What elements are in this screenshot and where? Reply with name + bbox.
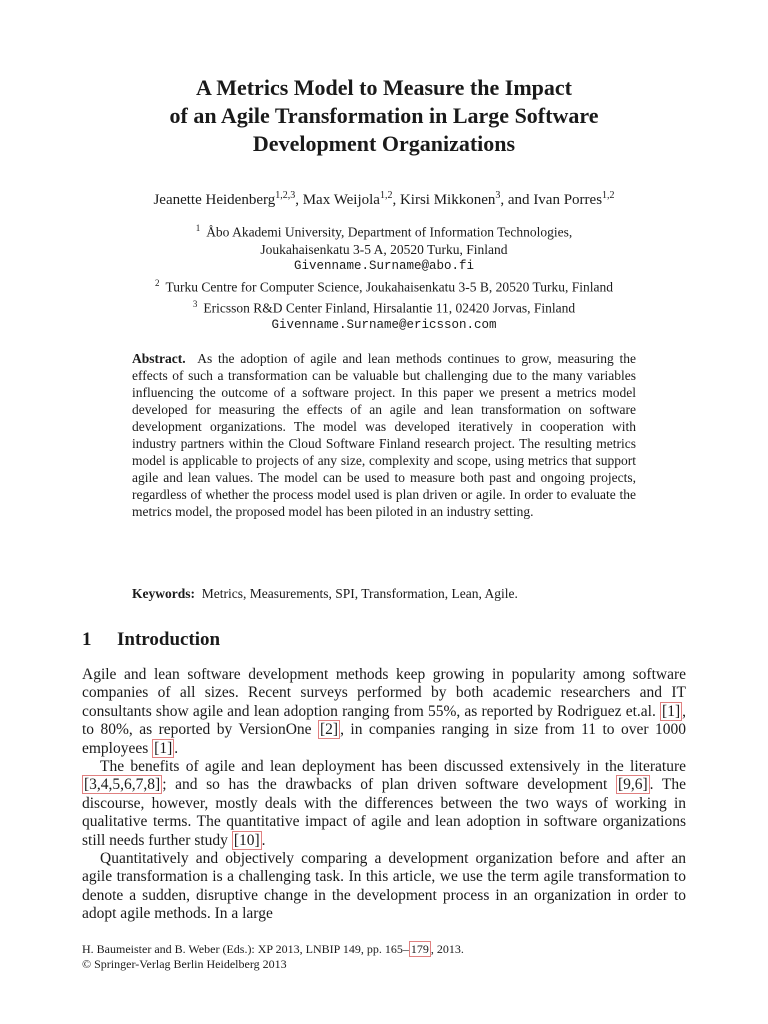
author-affiliation-mark: 1,2,3 xyxy=(275,190,296,201)
citation-link[interactable]: [9,6] xyxy=(617,776,648,794)
title-line-1: A Metrics Model to Measure the Impact xyxy=(196,75,572,100)
section-number: 1 xyxy=(82,629,92,650)
introduction-body xyxy=(82,666,686,924)
paper-title xyxy=(60,74,708,158)
affiliation-1 xyxy=(40,220,728,241)
text-run: Agile and lean software development methods keep growing in popularity among software companies of all sizes. Recent surveys performed by both academic researchers and IT consultants show agile and lean adoption ranging from 55%, as reported by Rodriguez et.al. xyxy=(82,666,686,720)
affiliation-mark: 3 xyxy=(192,298,198,309)
section-title: Introduction xyxy=(117,629,221,650)
copyright-notice: © Springer-Verlag Berlin Heidelberg 2013 xyxy=(82,957,287,971)
affiliation-text: Åbo Akademi University, Department of Information Technologies, xyxy=(206,224,573,240)
page-link[interactable]: 179 xyxy=(410,942,429,956)
citation-link[interactable]: [10] xyxy=(233,831,260,849)
affiliation-2 xyxy=(40,275,728,296)
keywords-label: Keywords: xyxy=(132,586,195,601)
text-run: . xyxy=(261,831,266,849)
affiliation-mark: 1 xyxy=(195,223,201,233)
affiliation-3 xyxy=(40,296,728,317)
author-affiliation-mark: 3 xyxy=(495,190,501,201)
affiliation-text: Ericsson R&D Center Finland, Hirsalantie 11, 02420 Jorvas, Finland xyxy=(203,300,576,316)
author-affiliation-mark: 1,2 xyxy=(379,190,393,201)
affiliation-mark: 2 xyxy=(154,278,160,289)
citation-link[interactable]: [1] xyxy=(154,739,173,757)
author-name: Jeanette Heidenberg xyxy=(153,192,276,208)
paragraph xyxy=(82,758,686,850)
text-run: . The discourse, however, mostly deals with the differences between the two ways of working in qualitative terms. The quantitative impact of agile and lean adoption in software organizations still needs further study xyxy=(82,776,686,849)
author-name: Ivan Porres xyxy=(533,192,603,208)
text-run: H. Baumeister and B. Weber (Eds.): XP 2013, LNBIP 149, pp. 165– xyxy=(82,942,409,956)
publication-info xyxy=(82,942,686,957)
title-line-2: of an Agile Transformation in Large Software xyxy=(169,103,599,128)
author-separator-and: , and xyxy=(500,192,534,208)
author-separator: , xyxy=(295,192,303,208)
abstract xyxy=(132,350,636,520)
author-name: Kirsi Mikkonen xyxy=(399,192,496,208)
affiliation-3-email[interactable]: Givenname.Surname@ericsson.com xyxy=(271,317,497,332)
author-separator: , xyxy=(392,192,400,208)
citation-link[interactable]: [3,4,5,6,7,8] xyxy=(84,776,161,794)
text-run: , to 80%, as reported by VersionOne xyxy=(82,702,686,739)
affiliations xyxy=(40,220,728,334)
keywords xyxy=(132,585,636,602)
abstract-label: Abstract. xyxy=(132,351,186,366)
affiliation-1-address: Joukahaisenkatu 3-5 A, 20520 Turku, Finland xyxy=(260,241,508,257)
title-line-3: Development Organizations xyxy=(252,131,516,156)
section-heading xyxy=(82,628,220,652)
author-name: Max Weijola xyxy=(302,192,380,208)
text-run: , in companies ranging in size from 11 to over 1000 employees xyxy=(82,721,686,757)
publication-footer xyxy=(82,942,686,972)
citation-link[interactable]: [2] xyxy=(320,721,339,739)
affiliation-text: Turku Centre for Computer Science, Joukahaisenkatu 3-5 B, 20520 Turku, Finland xyxy=(165,279,614,295)
text-run: , 2013. xyxy=(430,942,464,956)
abstract-text: As the adoption of agile and lean methods continues to grow, measuring the effects of such a transformation can be valuable but challenging due to the many variables influencing the outcome of a software project. In this paper we present a metrics model developed for measuring the effects of an agile and lean transformation on software development organizations. The model was developed iteratively in cooperation with industry partners within the Cloud Software Finland research project. The resulting metrics model is applicable to projects of any size, complexity and scope, using metrics that support agile and lean values. The model can be used to measure both past and ongoing projects, regardless of whether the process model used is plan driven or agile. In order to evaluate the metrics model, the proposed model has been piloted in an industry setting. xyxy=(132,351,637,519)
keywords-text: Metrics, Measurements, SPI, Transformation, Lean, Agile. xyxy=(201,586,518,601)
text-run: The benefits of agile and lean deployment has been discussed extensively in the literature xyxy=(100,758,686,776)
paragraph: Quantitatively and objectively comparing a development organization before and after an agile transformation is a challenging task. In this article, we use the term agile transformation to denote a sudden, disruptive change in the development process in an organization in order to adopt agile methods. In a large xyxy=(82,850,686,923)
affiliation-1-email[interactable]: Givenname.Surname@abo.fi xyxy=(293,258,475,273)
text-run: ; and so has the drawbacks of plan driven software development xyxy=(162,776,616,794)
text-run: . xyxy=(174,739,179,757)
paragraph xyxy=(82,666,686,758)
author-affiliation-mark: 1,2 xyxy=(602,190,615,201)
citation-link[interactable]: [1] xyxy=(662,702,681,720)
author-list xyxy=(40,186,728,210)
